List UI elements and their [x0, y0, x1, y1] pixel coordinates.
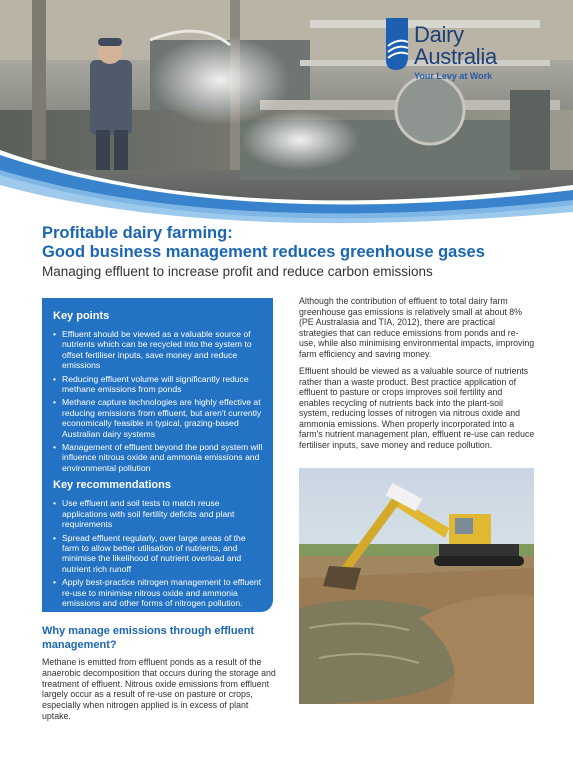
key-point-item: • Reducing effluent volume will significantly reduce methane emissions from ponds — [53, 374, 263, 395]
key-point-item: • Management of effluent beyond the pond system will influence nitrous oxide and ammonia emissions and environmental pollution — [53, 442, 263, 473]
key-points-box — [42, 298, 273, 612]
logo-text-australia: Australia — [414, 44, 497, 69]
why-section-heading: Why manage emissions through effluent management? — [42, 625, 255, 651]
title-line-2: Good business management reduces greenhouse gases — [42, 243, 485, 261]
key-points-heading: Key points — [53, 310, 110, 322]
logo-mark-icon — [384, 16, 410, 72]
excavator-pond-photo — [299, 468, 534, 704]
header-photo — [0, 0, 573, 232]
key-recommendation-item: • Spread effluent regularly, over large areas of the farm to allow better utilisation of nutrients, and minimise the likelihood of nutrient overload and nutrient rich runoff — [53, 533, 263, 575]
body-paragraph-1: Although the contribution of effluent to total dairy farm greenhouse gas emissions is relatively small at about 8% (PE Australasia and TIA, 2012), there are practical strategies that can reduce emissions from ponds and re-use, while also minimising environmental impacts, improving farm efficiency and saving money. — [299, 296, 535, 359]
logo-tagline: Your Levy at Work — [414, 71, 493, 81]
logo-text-dairy: Dairy — [414, 22, 464, 47]
title-line-1: Profitable dairy farming: — [42, 224, 233, 242]
subtitle: Managing effluent to increase profit and reduce carbon emissions — [42, 264, 433, 279]
key-points-list — [53, 329, 263, 473]
key-point-item: • Methane capture technologies are highly effective at reducing emissions from effluent, but aren't currently economically feasible in typical, grazing-based Australian dairy systems — [53, 397, 263, 439]
key-recommendation-item: • Use effluent and soil tests to match reuse applications with soil fertility deficits and plant requirements — [53, 498, 263, 529]
right-column-text — [299, 296, 535, 457]
excavator-photo — [299, 468, 534, 704]
key-recommendations-list — [53, 498, 263, 608]
dairy-australia-logo — [384, 16, 559, 80]
body-paragraph-2: Effluent should be viewed as a valuable source of nutrients rather than a waste product. Best practice application of effluent to pasture or crops improves soil fertility and enables recycling of nutrients back into the plant-soil system, reducing losses of nitrogen via nitrous oxide and ammonia emissions. When properly incorporated into a farm's nutrient management plan, effluent re-use can reduce fertiliser inputs, save money and reduce pollution. — [299, 366, 535, 450]
why-section-text: Methane is emitted from effluent ponds as a result of the anaerobic decomposition that occurs during the storage and treatment of effluent. Nitrous oxide emissions from effluent largely occur as a result of re-use on pasture or crops, especially when nitrogen applied is in excess of plant uptake. — [42, 657, 276, 721]
key-recommendations-heading: Key recommendations — [53, 479, 171, 492]
key-point-item: • Effluent should be viewed as a valuable source of nutrients which can be recycled into the system to offset fertiliser inputs, save money and reduce emissions — [53, 329, 263, 371]
key-recommendation-item: • Apply best-practice nitrogen management to effluent re-use to minimise nitrous oxide and ammonia emissions and other forms of nitrogen pollution. — [53, 577, 263, 608]
